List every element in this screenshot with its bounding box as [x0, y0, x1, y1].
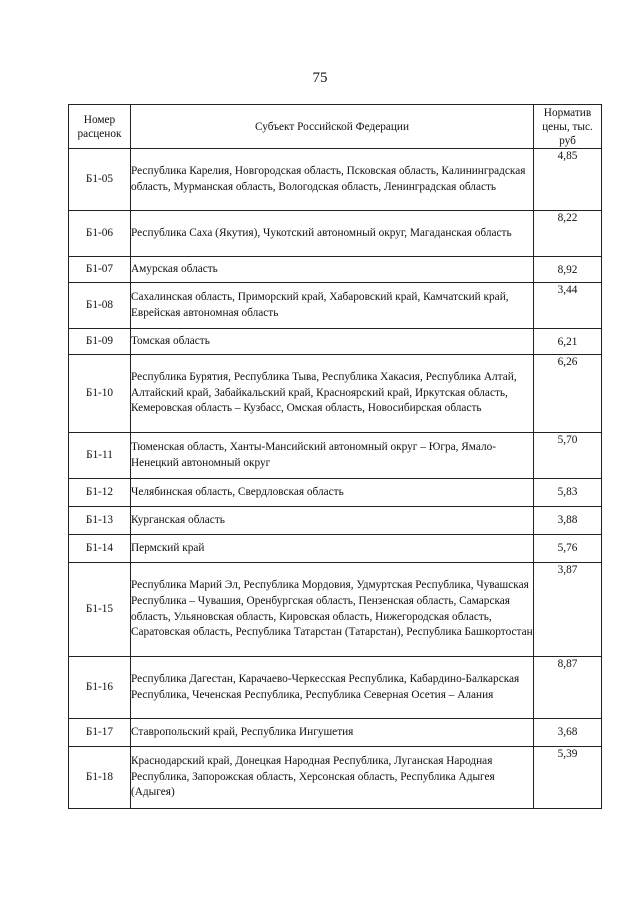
header-code: Номер расценок	[69, 105, 131, 149]
table-row	[69, 283, 602, 329]
row-code: Б1-15	[69, 563, 131, 657]
table-row	[69, 657, 602, 719]
row-value: 4,85	[534, 149, 602, 211]
row-value: 3,68	[534, 719, 602, 747]
row-subject: Пермский край	[131, 535, 534, 563]
row-code: Б1-17	[69, 719, 131, 747]
row-code: Б1-06	[69, 211, 131, 257]
row-subject: Курганская область	[131, 507, 534, 535]
row-value: 5,76	[534, 535, 602, 563]
row-value: 8,22	[534, 211, 602, 257]
table-row	[69, 211, 602, 257]
row-value: 5,39	[534, 747, 602, 809]
table-row	[69, 433, 602, 479]
page-number: 75	[312, 70, 328, 86]
row-code: Б1-12	[69, 479, 131, 507]
row-code: Б1-14	[69, 535, 131, 563]
row-subject: Томская область	[131, 329, 534, 355]
row-subject: Ставропольский край, Республика Ингушетия	[131, 719, 534, 747]
row-value: 3,87	[534, 563, 602, 657]
row-code: Б1-18	[69, 747, 131, 809]
table-row	[69, 719, 602, 747]
row-subject: Краснодарский край, Донецкая Народная Республика, Луганская Народная Республика, Запорожская область, Херсонская область, Республика Адыгея (Адыгея)	[131, 747, 534, 809]
row-code: Б1-09	[69, 329, 131, 355]
table-row	[69, 355, 602, 433]
row-value: 8,92	[534, 257, 602, 283]
row-value: 3,44	[534, 283, 602, 329]
row-subject: Республика Карелия, Новгородская область, Псковская область, Калининградская область, Мурманская область, Вологодская область, Ленинградская область	[131, 149, 534, 211]
table-row	[69, 329, 602, 355]
row-code: Б1-13	[69, 507, 131, 535]
table-row	[69, 535, 602, 563]
header-subject: Субъект Российской Федерации	[131, 105, 534, 149]
row-subject: Челябинская область, Свердловская область	[131, 479, 534, 507]
row-value: 8,87	[534, 657, 602, 719]
table-row	[69, 507, 602, 535]
row-value: 6,21	[534, 329, 602, 355]
table-row	[69, 563, 602, 657]
row-value: 5,70	[534, 433, 602, 479]
table-header-row	[69, 105, 602, 149]
row-value: 3,88	[534, 507, 602, 535]
table-row	[69, 149, 602, 211]
row-code: Б1-05	[69, 149, 131, 211]
row-subject: Сахалинская область, Приморский край, Хабаровский край, Камчатский край, Еврейская автономная область	[131, 283, 534, 329]
row-subject: Республика Марий Эл, Республика Мордовия, Удмуртская Республика, Чувашская Республика – Чувашия, Оренбургская область, Пензенская область, Самарская область, Ульяновская область, Кировская область, Нижегородская область, Саратовская область, Республика Татарстан (Татарстан), Республика Башкортостан	[131, 563, 534, 657]
row-subject: Республика Дагестан, Карачаево-Черкесская Республика, Кабардино-Балкарская Республика, Чеченская Республика, Республика Северная Осетия – Алания	[131, 657, 534, 719]
row-code: Б1-07	[69, 257, 131, 283]
row-code: Б1-11	[69, 433, 131, 479]
row-subject: Республика Бурятия, Республика Тыва, Республика Хакасия, Республика Алтай, Алтайский край, Забайкальский край, Красноярский край, Иркутская область, Кемеровская область – Кузбасс, Омская область, Новосибирская область	[131, 355, 534, 433]
table-row	[69, 479, 602, 507]
row-code: Б1-10	[69, 355, 131, 433]
row-subject: Амурская область	[131, 257, 534, 283]
price-norms-table	[68, 104, 602, 809]
header-norm: Норматив цены, тыс. руб	[534, 105, 602, 149]
row-subject: Республика Саха (Якутия), Чукотский автономный округ, Магаданская область	[131, 211, 534, 257]
row-code: Б1-16	[69, 657, 131, 719]
row-value: 6,26	[534, 355, 602, 433]
table-row	[69, 747, 602, 809]
row-subject: Тюменская область, Ханты-Мансийский автономный округ – Югра, Ямало-Ненецкий автономный округ	[131, 433, 534, 479]
table-row	[69, 257, 602, 283]
row-code: Б1-08	[69, 283, 131, 329]
row-value: 5,83	[534, 479, 602, 507]
